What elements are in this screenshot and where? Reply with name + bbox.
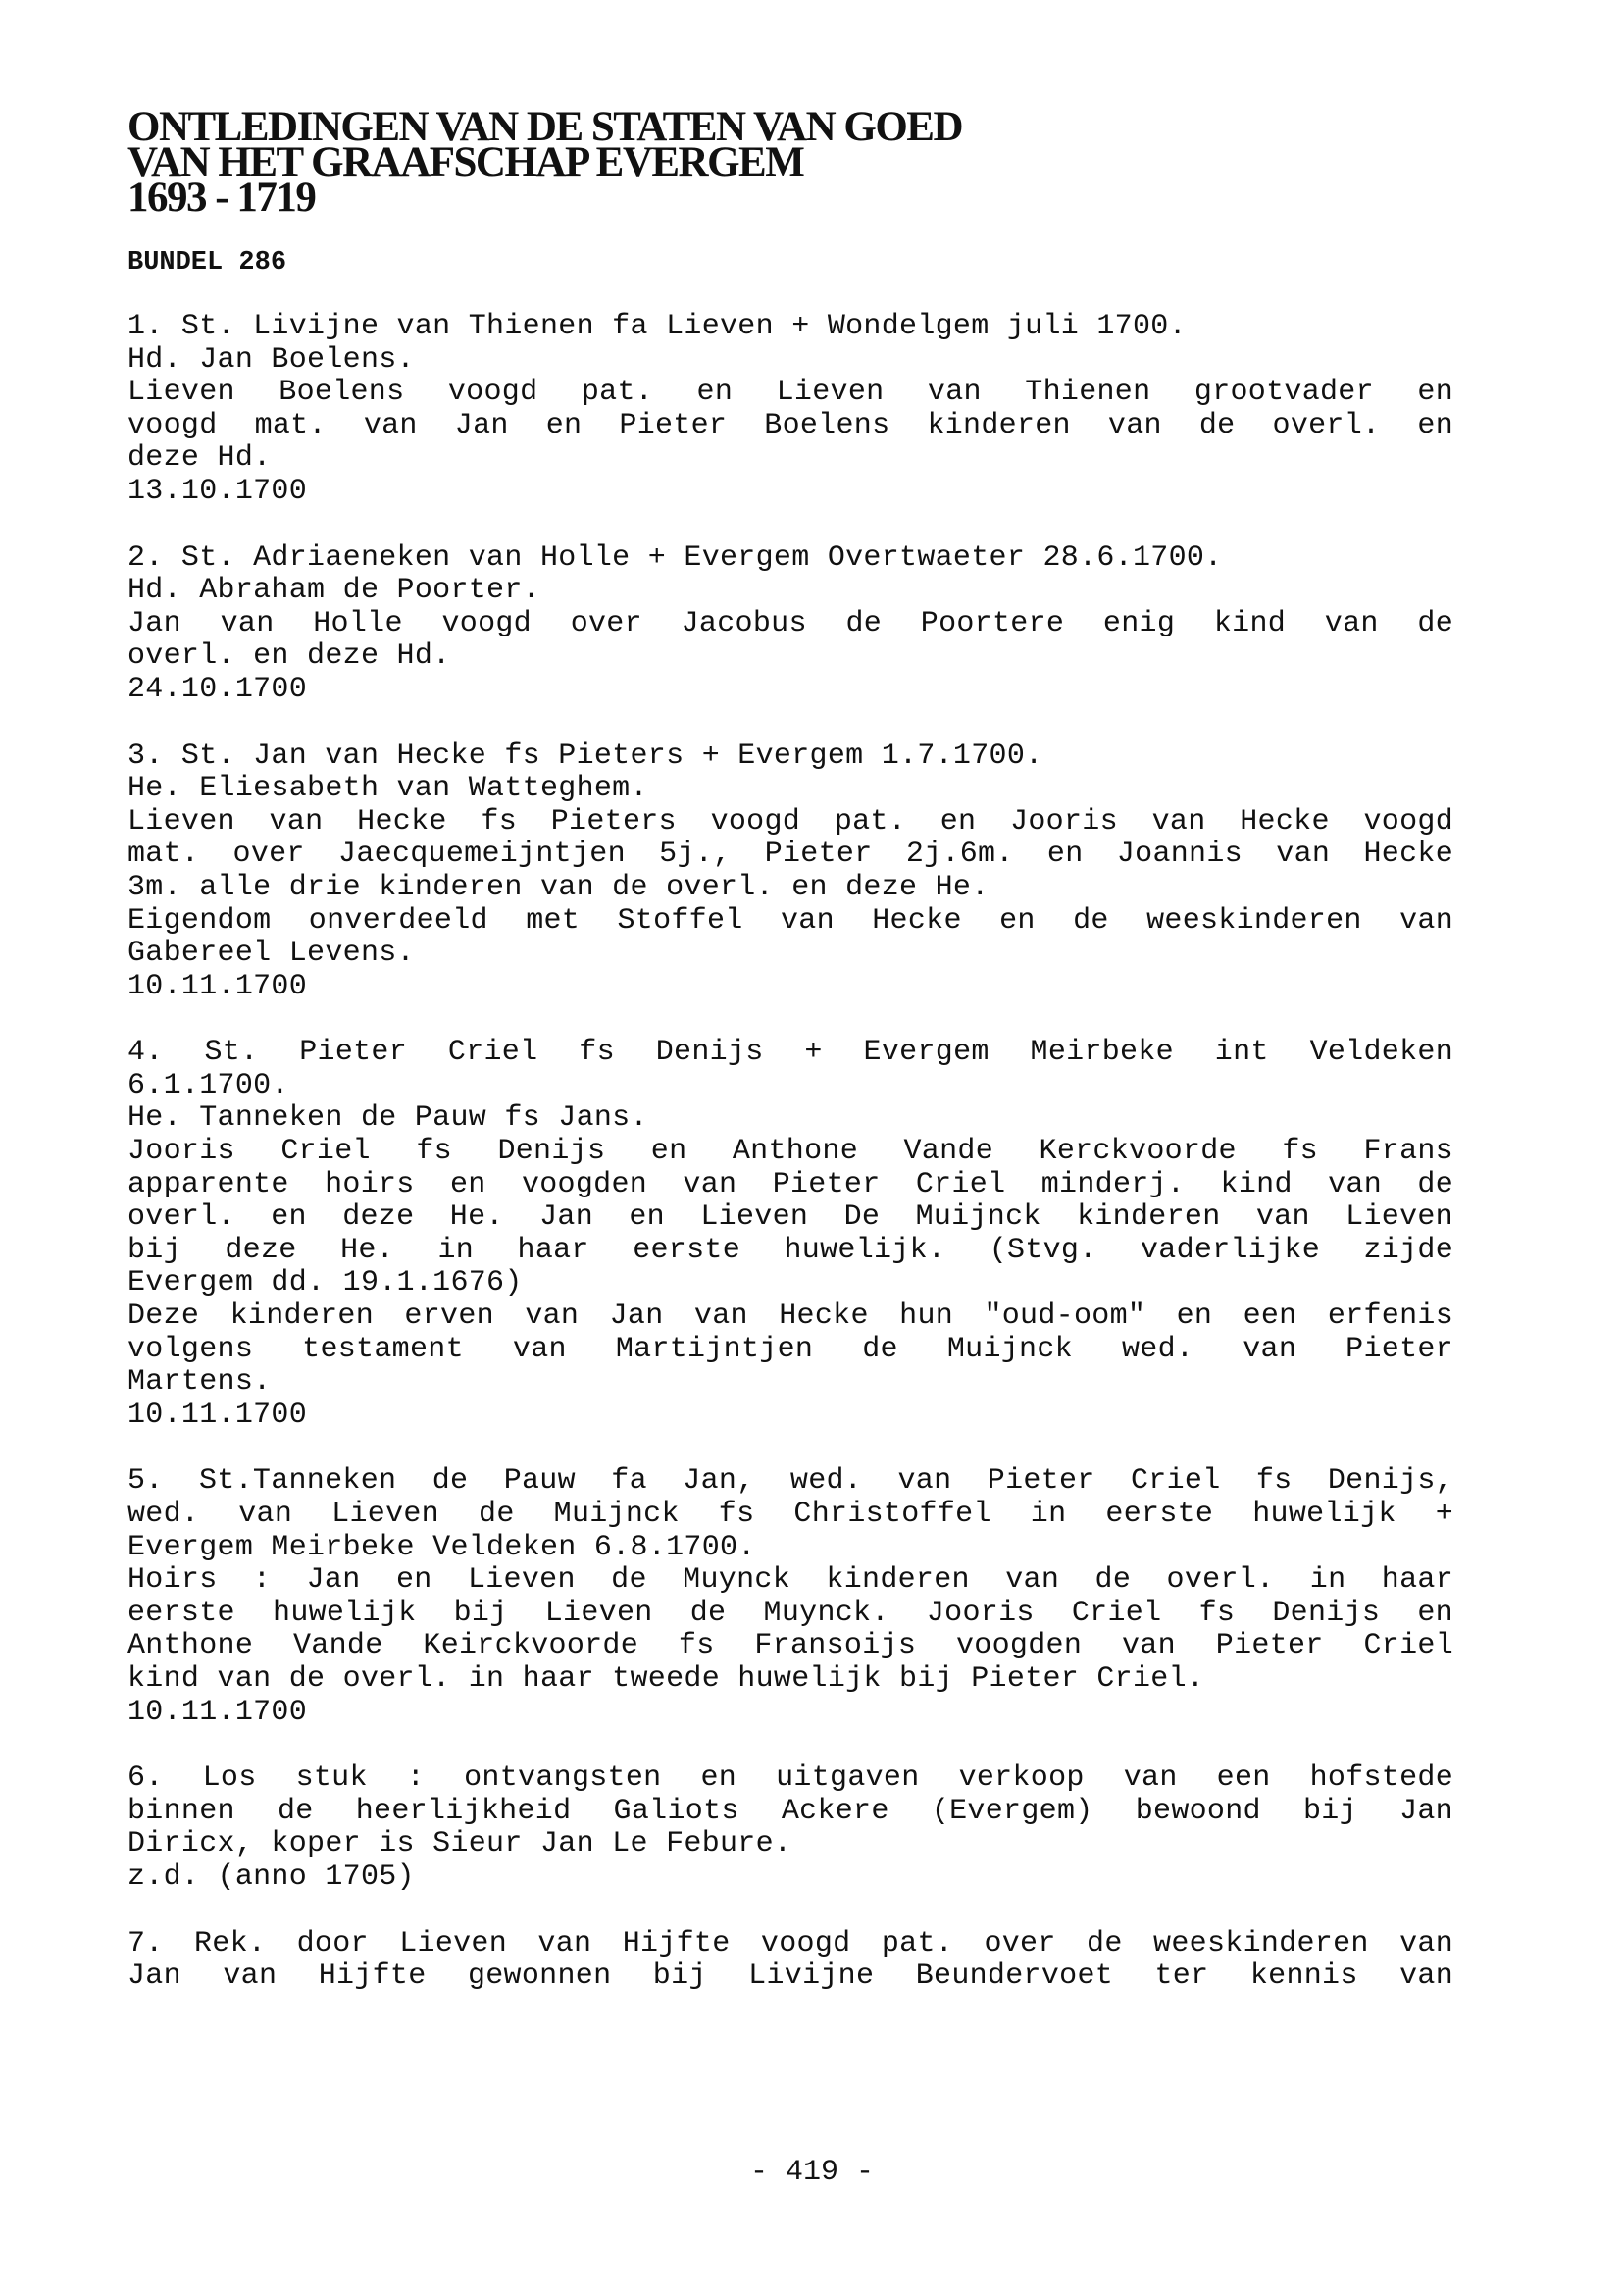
entry-line: apparente hoirs en voogden van Pieter Criel minderj. kind van de: [127, 1167, 1453, 1201]
entry-1: [127, 311, 1453, 509]
entry-5: [127, 1465, 1453, 1729]
entry-line: Eigendom onverdeeld met Stoffel van Hecke en de weeskinderen van: [127, 903, 1453, 938]
entry-line: volgens testament van Martijntjen de Muijnck wed. van Pieter: [127, 1332, 1453, 1366]
entry-line: 13.10.1700: [127, 474, 308, 508]
entry-line: z.d. (anno 1705): [127, 1859, 415, 1894]
entry-line: Jan van Hijfte gewonnen bij Livijne Beundervoet ter kennis van: [127, 1960, 1453, 1994]
entry-line: Hd. Jan Boelens.: [127, 342, 415, 377]
entry-line: 6. Los stuk : ontvangsten en uitgaven verkoop van een hofstede: [127, 1761, 1453, 1796]
entry-line: Gabereel Levens.: [127, 937, 415, 971]
entry-line: Lieven van Hecke fs Pieters voogd pat. en Jooris van Hecke voogd: [127, 804, 1453, 839]
entry-7: [127, 1928, 1453, 1994]
entry-line: Diricx, koper is Sieur Jan Le Febure.: [127, 1827, 792, 1861]
entry-line: overl. en deze He. Jan en Lieven De Muijnck kinderen van Lieven: [127, 1200, 1453, 1235]
bundle-heading: BUNDEL 286: [127, 248, 287, 278]
entry-line: overl. en deze Hd.: [127, 639, 451, 674]
entry-line: 5. St.Tanneken de Pauw fa Jan, wed. van Pieter Criel fs Denijs,: [127, 1464, 1453, 1499]
entry-line: He. Eliesabeth van Watteghem.: [127, 772, 648, 806]
entry-line: 3. St. Jan van Hecke fs Pieters + Evergem 1.7.1700.: [127, 738, 1043, 773]
entry-line: 4. St. Pieter Criel fs Denijs + Evergem Meirbeke int Veldeken: [127, 1036, 1453, 1070]
entry-line: Jan van Holle voogd over Jacobus de Poortere enig kind van de: [127, 606, 1453, 640]
entry-line: 2. St. Adriaeneken van Holle + Evergem Overtwaeter 28.6.1700.: [127, 540, 1223, 575]
entry-line: binnen de heerlijkheid Galiots Ackere (Evergem) bewoond bij Jan: [127, 1794, 1453, 1828]
entry-line: Hd. Abraham de Poorter.: [127, 574, 540, 608]
entry-line: Anthone Vande Keirckvoorde fs Fransoijs voogden van Pieter Criel: [127, 1629, 1453, 1663]
entry-line: mat. over Jaecquemeijntjen 5j., Pieter 2j.6m. en Joannis van Hecke: [127, 838, 1453, 872]
entry-line: 1. St. Livijne van Thienen fa Lieven + Wondelgem juli 1700.: [127, 310, 1187, 343]
title-line: ONTLEDINGEN VAN DE STATEN VAN GOED: [127, 104, 963, 150]
entry-line: Martens.: [127, 1365, 272, 1400]
entry-line: Lieven Boelens voogd pat. en Lieven van Thienen grootvader en: [127, 376, 1453, 410]
entry-line: 10.11.1700: [127, 1695, 308, 1729]
entries-list: [127, 311, 1453, 1994]
entry-line: 10.11.1700: [127, 969, 308, 1003]
entry-line: Deze kinderen erven van Jan van Hecke hun "oud-oom" en een erfenis: [127, 1299, 1453, 1334]
entry-line: Evergem dd. 19.1.1676): [127, 1266, 523, 1300]
entry-4: [127, 1037, 1453, 1432]
title-line: VAN HET GRAAFSCHAP EVERGEM: [127, 139, 804, 185]
page-number: - 419 -: [749, 2156, 875, 2189]
entry-line: voogd mat. van Jan en Pieter Boelens kinderen van de overl. en: [127, 408, 1453, 442]
entry-line: 6.1.1700.: [127, 1068, 289, 1102]
entry-line: Evergem Meirbeke Veldeken 6.8.1700.: [127, 1530, 756, 1564]
entry-line: deze Hd.: [127, 441, 272, 476]
entry-3: [127, 740, 1453, 1004]
entry-6: [127, 1762, 1453, 1894]
entry-2: [127, 542, 1453, 707]
entry-line: Hoirs : Jan en Lieven de Muynck kinderen van de overl. in haar: [127, 1563, 1453, 1598]
entry-line: kind van de overl. in haar tweede huwelijk bij Pieter Criel.: [127, 1661, 1205, 1696]
entry-line: He. Tanneken de Pauw fs Jans.: [127, 1101, 648, 1136]
entry-line: 24.10.1700: [127, 672, 308, 706]
entry-line: 7. Rek. door Lieven van Hijfte voogd pat. over de weeskinderen van: [127, 1926, 1453, 1960]
entry-line: eerste huwelijk bij Lieven de Muynck. Jooris Criel fs Denijs en: [127, 1596, 1453, 1630]
document-title: [127, 104, 1453, 221]
entry-line: Jooris Criel fs Denijs en Anthone Vande Kerckvoorde fs Frans: [127, 1135, 1453, 1169]
entry-line: 3m. alle drie kinderen van de overl. en deze He.: [127, 870, 990, 904]
entry-line: bij deze He. in haar eerste huwelijk. (Stvg. vaderlijke zijde: [127, 1233, 1453, 1267]
document-page: [127, 104, 1453, 2027]
title-line: 1693 - 1719: [127, 175, 316, 221]
entry-line: wed. van Lieven de Muijnck fs Christoffel in eerste huwelijk +: [127, 1498, 1453, 1531]
entry-line: 10.11.1700: [127, 1398, 308, 1432]
